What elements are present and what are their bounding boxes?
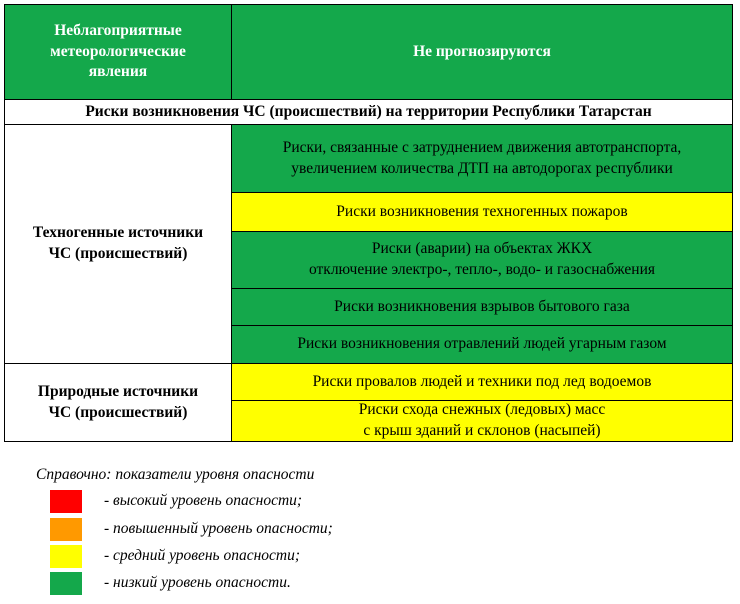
risk-row-traffic: Риски, связанные с затруднением движения автотранспорта, увеличением количества ДТП на автодорогах республики bbox=[231, 124, 733, 193]
legend-title: Справочно: показатели уровня опасности bbox=[36, 466, 315, 483]
group-label-natural: Природные источники ЧС (происшествий) bbox=[4, 363, 232, 442]
risk-row-ice-falls: Риски провалов людей и техники под лед водоемов bbox=[231, 363, 733, 401]
risk-row-co-poisoning: Риски возникновения отравлений людей угарным газом bbox=[231, 325, 733, 364]
section-title: Риски возникновения ЧС (происшествий) на территории Республики Татарстан bbox=[4, 99, 733, 125]
red-swatch bbox=[50, 490, 82, 513]
risk-row-snow-slides: Риски схода снежных (ледовых) масс с крыш зданий и склонов (насыпей) bbox=[231, 400, 733, 442]
risk-row-gas-explosions: Риски возникновения взрывов бытового газа bbox=[231, 288, 733, 326]
risk-row-utilities: Риски (аварии) на объектах ЖКХ отключение электро-, тепло-, водо- и газоснабжения bbox=[231, 231, 733, 289]
legend-label: - высокий уровень опасности; bbox=[104, 492, 303, 509]
legend-label: - низкий уровень опасности. bbox=[104, 574, 291, 591]
legend-label: - повышенный уровень опасности; bbox=[104, 520, 333, 537]
risk-table bbox=[4, 4, 733, 442]
orange-swatch bbox=[50, 518, 82, 541]
legend-label: - средний уровень опасности; bbox=[104, 547, 301, 564]
yellow-swatch bbox=[50, 545, 82, 568]
risk-row-fires: Риски возникновения техногенных пожаров bbox=[231, 192, 733, 232]
phenomena-header-cell: Неблагоприятные метеорологические явления bbox=[4, 4, 232, 100]
forecast-status-cell: Не прогнозируются bbox=[231, 4, 733, 100]
group-label-technogenic: Техногенные источники ЧС (происшествий) bbox=[4, 124, 232, 364]
green-swatch bbox=[50, 572, 82, 595]
